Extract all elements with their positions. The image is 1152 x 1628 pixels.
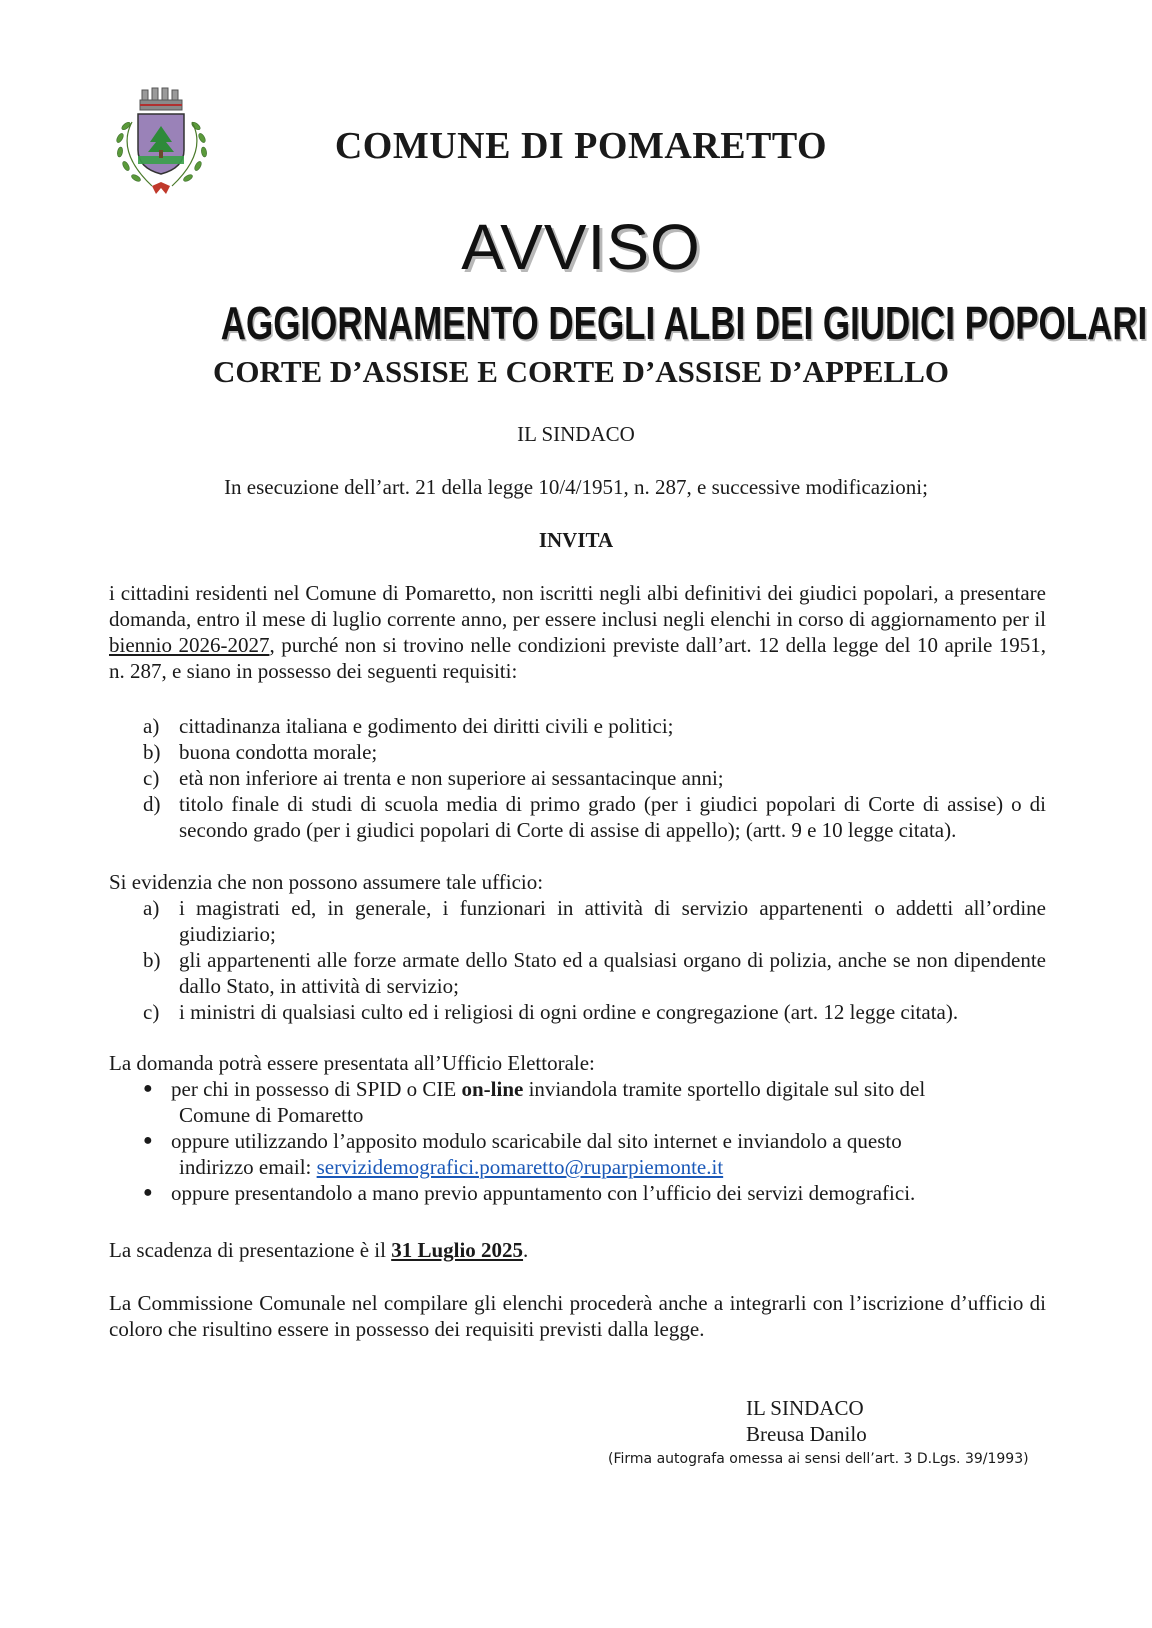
commission-paragraph: La Commissione Comunale nel compilare gli elenchi procederà anche a integrarli con l’iscrizione d’ufficio di coloro che risultino essere in possesso dei requisiti previsti dalla legge.: [109, 1291, 1046, 1341]
invita-label: INVITA: [538, 528, 614, 552]
signature-name: Breusa Danilo: [746, 1422, 867, 1446]
bullet-icon: ●: [143, 1132, 153, 1149]
esecuzione-line: In esecuzione dell’art. 21 della legge 10/4/1951, n. 287, e successive modificazioni;: [224, 475, 928, 499]
list-item: c) età non inferiore ai trenta e non superiore ai sessantacinque anni;: [143, 766, 724, 790]
list-item: b) buona condotta morale;: [143, 740, 378, 764]
list-item: ● oppure presentandolo a mano previo appuntamento con l’ufficio dei servizi demografici.: [109, 1180, 1046, 1206]
avviso-heading: AVVISO: [461, 211, 701, 283]
signature-block: [746, 1395, 867, 1447]
signature-title: IL SINDACO: [746, 1396, 864, 1420]
crown-icon: [140, 88, 182, 110]
exclusions-intro: Si evidenzia che non possono assumere tale ufficio:: [109, 870, 544, 894]
list-item: ● per chi in possesso di SPID o CIE on-line inviandola tramite sportello digitale sul sito del Comune di Pomaretto: [109, 1076, 1046, 1128]
list-item: ● oppure utilizzando l’apposito modulo scaricabile dal sito internet e inviandolo a questo indirizzo email: servizidemografici.pomaretto@ruparpiemonte.it: [109, 1128, 1046, 1180]
list-item: a) i magistrati ed, in generale, i funzionari in attività di servizio appartenenti o addetti all’ordine giudiziario;: [143, 896, 1046, 946]
email-link[interactable]: servizidemografici.pomaretto@ruparpiemonte.it: [316, 1155, 724, 1179]
deadline-date: 31 Luglio 2025: [391, 1238, 524, 1262]
application-section: [109, 1050, 1046, 1206]
corte-heading: CORTE D’ASSISE E CORTE D’ASSISE D’APPELLO: [213, 354, 949, 389]
signature-note: (Firma autografa omessa ai sensi dell’art. 3 D.Lgs. 39/1993): [608, 1451, 1029, 1467]
sindaco-label: IL SINDACO: [517, 422, 635, 446]
invitation-paragraph: i cittadini residenti nel Comune di Pomaretto, non iscritti negli albi definitivi dei giudici popolari, a presentare domanda, entro il mese di luglio corrente anno, per essere inclusi negli elenchi in corso di aggiornamento per il biennio 2026-2027, purché non si trovino nelle condizioni previste dall’art. 12 della legge del 10 aprile 1951, n. 287, e siano in possesso dei seguenti requisiti:: [109, 581, 1046, 683]
subject-heading: AGGIORNAMENTO DEGLI ALBI DEI GIUDICI POPOLARI: [220, 297, 1148, 349]
comune-title: COMUNE DI POMARETTO: [334, 125, 828, 167]
exclusions-section: [109, 869, 1046, 1025]
list-item: a) cittadinanza italiana e godimento dei diritti civili e politici;: [143, 714, 674, 738]
bullet-icon: ●: [143, 1080, 153, 1097]
list-item: c) i ministri di qualsiasi culto ed i religiosi di ogni ordine e congregazione (art. 12 legge citata).: [143, 1000, 959, 1024]
list-item: b) gli appartenenti alle forze armate dello Stato ed a qualsiasi organo di polizia, anche se non dipendente dallo Stato, in attività di servizio;: [143, 948, 1046, 998]
biennio-underlined: biennio 2026-2027: [109, 633, 270, 657]
list-item: d) titolo finale di studi di scuola media di primo grado (per i giudici popolari di Corte di assise) o di secondo grado (per i giudici popolari di Corte di assise di appello); (artt. 9 e 10 legge citata).: [143, 792, 1046, 842]
requirements-list: [109, 713, 1046, 843]
application-intro: La domanda potrà essere presentata all’Ufficio Elettorale:: [109, 1051, 595, 1075]
deadline-line: La scadenza di presentazione è il 31 Luglio 2025.: [109, 1238, 529, 1262]
bullet-icon: ●: [143, 1184, 153, 1201]
